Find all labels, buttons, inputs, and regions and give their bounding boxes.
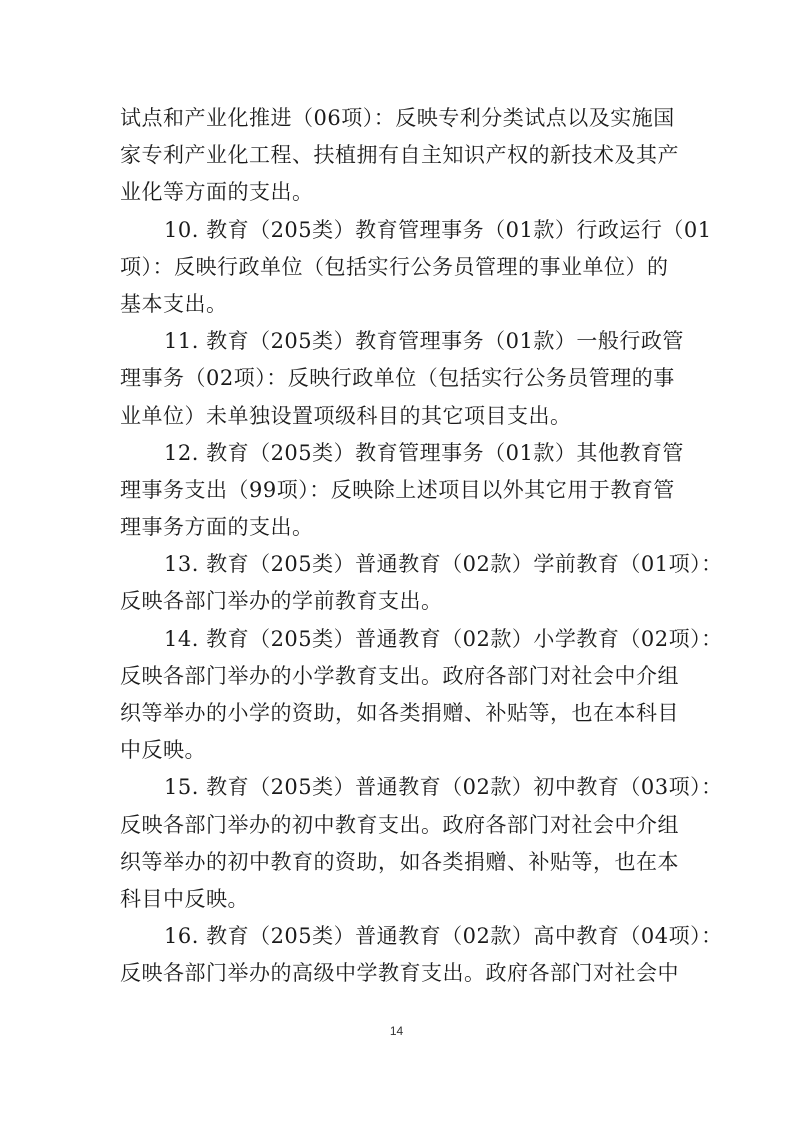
text-line: 14. 教育（205类）普通教育（02款）小学教育（02项）：	[164, 626, 723, 651]
text-line: 反映各部门举办的初中教育支出。政府各部门对社会中介组	[120, 812, 679, 837]
text-line: 反映各部门举办的小学教育支出。政府各部门对社会中介组	[120, 663, 679, 688]
paragraph-item-12	[120, 435, 684, 547]
text-line: 反映各部门举办的高级中学教育支出。政府各部门对社会中	[120, 961, 679, 986]
text-line: 家专利产业化工程、扶植拥有自主知识产权的新技术及其产	[120, 143, 679, 168]
text-line: 织等举办的小学的资助，如各类捐赠、补贴等，也在本科目	[120, 701, 679, 725]
text-line: 基本支出。	[120, 291, 228, 316]
document-body	[120, 100, 723, 993]
paragraph-item-13	[120, 546, 723, 620]
paragraph-item-09-continued	[120, 100, 679, 212]
paragraph-item-10	[120, 212, 712, 324]
text-line: 15. 教育（205类）普通教育（02款）初中教育（03项）：	[164, 775, 723, 800]
text-line: 项）：反映行政单位（包括实行公务员管理的事业单位）的	[120, 254, 669, 279]
page-number: 14	[389, 1024, 404, 1038]
text-line: 理事务方面的支出。	[120, 515, 314, 540]
text-line: 业化等方面的支出。	[120, 180, 314, 205]
text-line: 反映各部门举办的学前教育支出。	[120, 589, 443, 614]
paragraph-item-14	[120, 621, 723, 770]
text-line: 12. 教育（205类）教育管理事务（01款）其他教育管	[164, 440, 684, 465]
text-line: 10. 教育（205类）教育管理事务（01款）行政运行（01	[164, 217, 712, 242]
text-line: 理事务支出（99项）：反映除上述项目以外其它用于教育管	[120, 477, 675, 502]
paragraph-item-15	[120, 769, 723, 918]
text-line: 11. 教育（205类）教育管理事务（01款）一般行政管	[164, 329, 684, 354]
text-line: 业单位）未单独设置项级科目的其它项目支出。	[120, 403, 572, 428]
text-line: 中反映。	[120, 738, 206, 763]
paragraph-item-11	[120, 323, 684, 435]
text-line: 试点和产业化推进（06项）：反映专利分类试点以及实施国	[120, 106, 675, 130]
text-line: 科目中反映。	[120, 886, 249, 911]
text-line: 16. 教育（205类）普通教育（02款）高中教育（04项）：	[164, 924, 723, 949]
text-line: 理事务（02项）：反映行政单位（包括实行公务员管理的事	[120, 366, 675, 391]
text-line: 织等举办的初中教育的资助，如各类捐赠、补贴等，也在本	[120, 849, 679, 874]
paragraph-item-16	[120, 918, 723, 992]
text-line: 13. 教育（205类）普通教育（02款）学前教育（01项）：	[164, 552, 723, 577]
